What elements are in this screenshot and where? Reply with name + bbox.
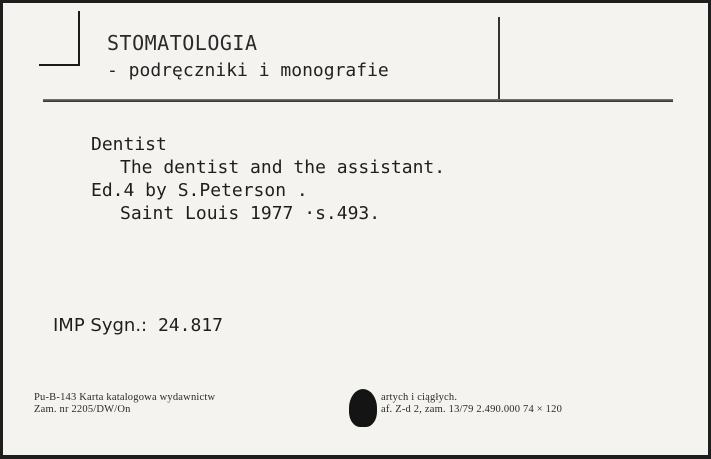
footer-line2-left: Zam. nr 2205/DW/On — [34, 404, 131, 415]
header-left-bracket-vertical — [78, 11, 80, 66]
category-subtitle: - podręczniki i monografie — [107, 60, 389, 81]
entry-imprint: Saint Louis 1977 ·s.493. — [120, 203, 381, 224]
header-right-divider — [498, 17, 500, 99]
call-number-value: 24.817 — [157, 315, 223, 336]
header-rule — [43, 99, 673, 102]
entry-subject: Dentist — [91, 134, 167, 155]
punch-hole — [349, 389, 377, 427]
call-number-label: IMP Sygn.: — [53, 315, 148, 336]
header-left-bracket-horizontal — [39, 64, 80, 66]
category-title: STOMATOLOGIA — [107, 31, 258, 55]
entry-title: The dentist and the assistant. — [120, 157, 446, 178]
footer-line2-right: af. Z-d 2, zam. 13/79 2.490.000 74 × 120 — [381, 404, 563, 415]
footer-line1-right: artych i ciągłych. — [381, 392, 458, 403]
entry-edition: Ed.4 by S.Peterson . — [91, 180, 308, 201]
footer-line1-left: Pu-B-143 Karta katalogowa wydawnictw — [34, 392, 216, 403]
call-number — [53, 315, 223, 336]
